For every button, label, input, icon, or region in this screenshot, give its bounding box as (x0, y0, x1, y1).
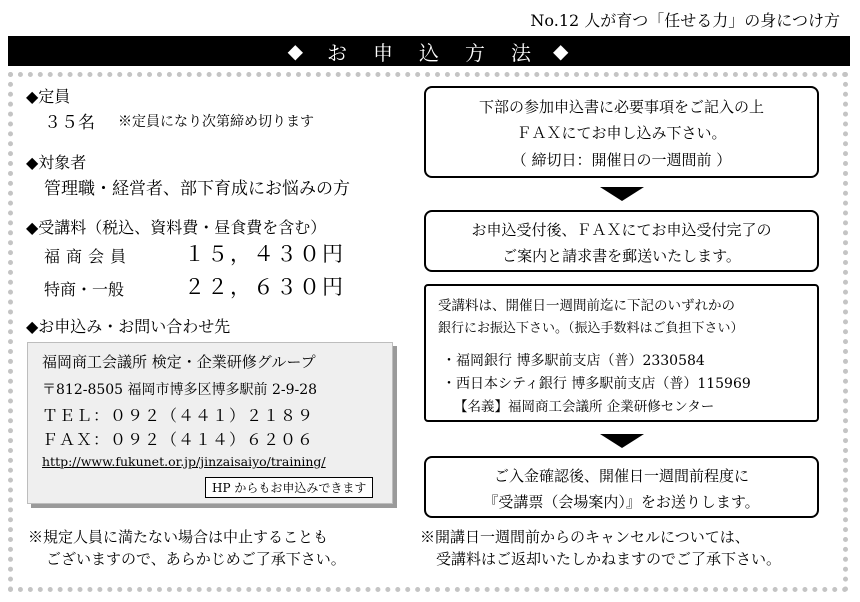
section-title-bar (8, 36, 850, 66)
fee-member-price: １５，４３０円 (184, 242, 345, 266)
step3-box (424, 284, 819, 422)
contact-address: 〒812-8505 福岡市博多区博多駅前 2-9-28 (42, 382, 318, 398)
step4-box (424, 456, 819, 518)
step3-line2: 銀行にお振込下さい。（振込手数料はご負担下さい） (438, 321, 744, 336)
contact-tel: ＴＥＬ：０９２（４４１）２１８９ (42, 406, 315, 425)
left-note-line2: ございますので、あらかじめご了承下さい。 (46, 550, 346, 568)
capacity-heading: ◆定員 (26, 87, 71, 106)
fee-member-label: 福商会員 (44, 247, 133, 266)
bank-account-1: ・福岡銀行 博多駅前支店（普）2330584 (442, 353, 705, 369)
step1-line2: ＦＡＸにてお申し込み下さい。 (516, 124, 727, 142)
target-text: 管理職・経営者、部下育成にお悩みの方 (44, 179, 350, 199)
left-note-line1: ※規定人員に満たない場合は中止することも (28, 528, 329, 546)
fee-heading: ◆受講料（税込、資料費・昼食費を含む） (26, 218, 327, 237)
bank-account-2: ・西日本シティ銀行 博多駅前支店（普）115969 (442, 376, 751, 392)
step2-box (424, 210, 819, 272)
capacity-count: ３５名 (44, 113, 95, 133)
down-arrow-icon (600, 434, 644, 448)
capacity-note: ※定員になり次第締め切ります (118, 114, 314, 130)
contact-url-link[interactable]: http://www.fukunet.or.jp/jinzaisaiyo/training/ (42, 454, 326, 469)
step1-deadline: （ 締切日：開催日の一週間前 ） (511, 151, 732, 169)
hp-apply-note: HP からもお申込みできます (205, 477, 373, 498)
step1-box (424, 86, 819, 178)
down-arrow-icon (600, 187, 644, 201)
account-holder: 【名義】福岡商工会議所 企業研修センター (454, 399, 715, 415)
fee-general-label: 特商・一般 (44, 280, 125, 299)
diamond-left-icon: ◆ (287, 39, 305, 63)
section-title: お申込方法 (327, 40, 557, 65)
step4-line1: ご入金確認後、開催日一週間前程度に (493, 467, 749, 485)
right-note-line1: ※開講日一週間前からのキャンセルについては、 (420, 528, 750, 546)
fee-general-price: ２２，６３０円 (184, 275, 345, 299)
right-note-line2: 受講料はご返却いたしかねますのでご了承下さい。 (436, 550, 782, 568)
contact-heading: ◆お申込み・お問い合わせ先 (26, 317, 231, 336)
series-caption: No.12 人が育つ「任せる力」の身につけ方 (530, 11, 840, 30)
step1-line1: 下部の参加申込書に必要事項をご記入の上 (478, 98, 764, 116)
contact-box (27, 342, 393, 504)
target-heading: ◆対象者 (26, 153, 87, 172)
step3-line1: 受講料は、開催日一週間前迄に下記のいずれかの (438, 298, 735, 314)
diamond-right-icon: ◆ (553, 39, 571, 63)
contact-org: 福岡商工会議所 検定・企業研修グループ (42, 353, 316, 371)
step2-line2: ご案内と請求書を郵送いたします。 (502, 247, 741, 265)
step4-line2: 『受講票（会場案内）』をお送りします。 (483, 493, 760, 511)
step2-line1: お申込受付後、ＦＡＸにてお申込受付完了の (471, 221, 772, 239)
contact-fax: ＦＡＸ：０９２（４１４）６２０６ (42, 430, 315, 449)
